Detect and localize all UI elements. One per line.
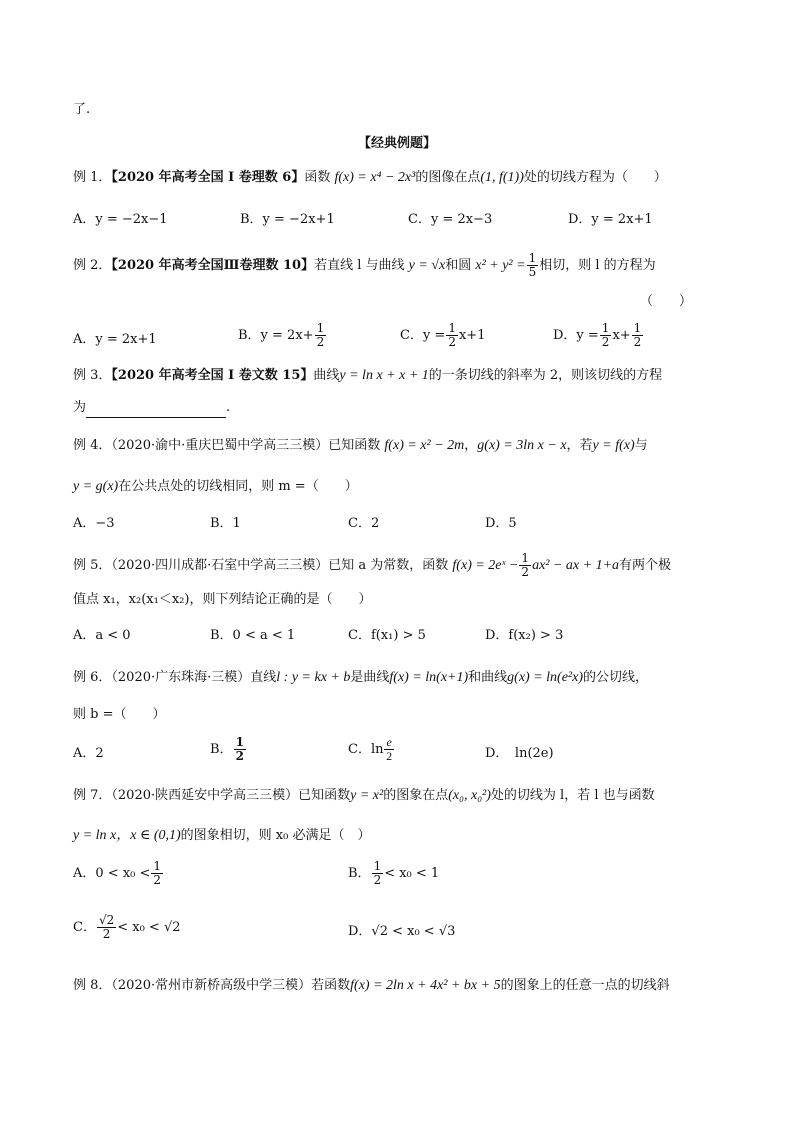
stem-text: 已知 a 为常数，函数 <box>328 558 449 573</box>
math-function-f: f(x) = ln(x+1) <box>389 670 469 685</box>
numerator: 1 <box>521 551 530 565</box>
example-7-stem <box>73 786 655 806</box>
example-4-stem <box>73 436 648 456</box>
example-source: 【2020 年高考全国 I 卷理数 6】 <box>111 170 305 185</box>
denominator: 2 <box>633 335 642 349</box>
example-source: （2020·常州市新桥高级中学三模） <box>111 978 312 993</box>
option-d: D．y = 2x+1 <box>568 212 653 227</box>
section-title: 【经典例题】 <box>357 136 436 151</box>
option-text: < x₀ < 1 <box>384 866 440 881</box>
example-label: 例 2． <box>73 258 112 273</box>
example-5-stem <box>73 552 671 579</box>
option-d <box>553 322 644 349</box>
continued-text: 了. <box>73 102 91 117</box>
numerator: 1 <box>373 859 382 873</box>
math-curve: y = ln x + x + 1 <box>339 368 429 383</box>
option-c <box>400 322 485 349</box>
option-text: D．y = <box>553 328 599 343</box>
option-c: C．y = 2x−3 <box>408 212 493 227</box>
example-label: 例 3． <box>73 368 112 383</box>
denominator: 2 <box>316 335 325 349</box>
math-point: (x₀, x₀²) <box>448 788 491 803</box>
example-label: 例 1． <box>73 170 112 185</box>
option-c <box>348 736 395 763</box>
stem-text: 处的切线方程为（ ） <box>523 170 667 185</box>
stem-text: 相切，则 l 的方程为 <box>539 258 656 273</box>
option-a <box>73 860 164 887</box>
numerator: √2 <box>98 913 115 927</box>
fraction <box>519 552 531 579</box>
example-source: （2020·四川成都·石室中学高三三模） <box>111 558 329 573</box>
option-text: B． <box>210 742 233 757</box>
numerator: 1 <box>235 735 244 749</box>
denominator: 2 <box>448 335 456 349</box>
math-curve: y = √x <box>408 258 446 273</box>
stem-text: 的图象在点 <box>383 788 449 803</box>
stem-text: ， <box>464 438 478 453</box>
option-d: D．5 <box>485 516 517 531</box>
stem-text: 的图象相切，则 x₀ 必满足（ ） <box>180 828 371 843</box>
example-7-line2 <box>73 826 370 846</box>
option-b: B．0 < a < 1 <box>210 628 296 643</box>
math-relation: y = g(x) <box>73 479 119 494</box>
math-circle: x² + y² = <box>475 258 526 273</box>
math-function-g: g(x) = 3ln x − x <box>477 438 567 453</box>
stem-text: 已知函数 <box>328 438 381 453</box>
denominator: 2 <box>102 927 111 941</box>
denominator: 5 <box>528 265 537 279</box>
example-3-answer-line <box>73 398 230 418</box>
stem-text: 和曲线 <box>468 670 508 685</box>
fraction <box>151 860 163 887</box>
example-source: 【2020 年高考全国Ⅲ卷理数 10】 <box>111 258 315 273</box>
stem-text: 的公切线， <box>582 670 648 685</box>
fraction <box>600 322 612 349</box>
denominator: 2 <box>521 565 530 579</box>
stem-text: 若函数 <box>311 978 351 993</box>
stem-text: 为 <box>73 400 87 415</box>
stem-text: 直线 <box>250 670 277 685</box>
example-4-line2 <box>73 477 358 497</box>
option-text: x+ <box>612 328 631 343</box>
math-function: f(x) = 2eˣ − <box>452 558 519 573</box>
numerator: 1 <box>316 321 325 335</box>
stem-text: 在公共点处的切线相同，则 m =（ ） <box>118 479 358 494</box>
fraction <box>315 322 327 349</box>
denominator: 2 <box>373 873 382 887</box>
stem-text: 是曲线 <box>350 670 390 685</box>
numerator: 1 <box>448 321 456 335</box>
math-function: f(x) = x⁴ − 2x³ <box>334 170 416 185</box>
option-text: B． <box>348 866 371 881</box>
math-function: ax² − ax + 1+a <box>532 558 620 573</box>
math-function: f(x) = 2ln x + 4x² + bx + 5 <box>350 978 501 993</box>
option-text: C．ln <box>348 742 384 757</box>
example-source: （2020·广东珠海·三模） <box>111 670 251 685</box>
fraction <box>632 322 644 349</box>
numerator: 1 <box>601 321 610 335</box>
option-text: C．y = <box>400 328 446 343</box>
option-text: B．y = 2x+ <box>238 328 314 343</box>
example-8-stem <box>73 976 670 996</box>
option-b: B．1 <box>210 516 241 531</box>
example-label: 例 8． <box>73 978 112 993</box>
example-source: 【2020 年高考全国 I 卷文数 15】 <box>111 368 314 383</box>
fraction <box>97 914 116 941</box>
option-b <box>238 322 327 349</box>
stem-text: 处的切线为 l，若 l 也与函数 <box>490 788 655 803</box>
stem-text: 已知函数 <box>298 788 351 803</box>
fraction <box>234 736 246 763</box>
option-a: A．2 <box>73 746 104 761</box>
numerator: e <box>386 735 392 749</box>
example-2-stem <box>73 252 656 279</box>
denominator: 2 <box>386 749 393 763</box>
math-function: y = x² <box>350 788 384 803</box>
fraction <box>527 252 539 279</box>
stem-text: . <box>226 400 231 415</box>
option-text: C． <box>73 920 96 935</box>
math-function-g: g(x) = ln(e²x) <box>507 670 583 685</box>
stem-text: 曲线 <box>313 368 340 383</box>
option-text: x+1 <box>458 328 486 343</box>
stem-text: 函数 <box>304 170 331 185</box>
option-a: A．y = 2x+1 <box>73 332 157 347</box>
example-3-stem <box>73 366 662 386</box>
example-label: 例 6． <box>73 670 112 685</box>
fraction <box>384 736 393 763</box>
example-6-stem <box>73 668 648 688</box>
stem-text: 的一条切线的斜率为 2，则该切线的方程 <box>428 368 663 383</box>
fraction <box>446 322 458 349</box>
stem-text: 的图像在点 <box>415 170 481 185</box>
stem-text: 的图象上的任意一点的切线斜 <box>500 978 670 993</box>
denominator: 2 <box>235 749 244 763</box>
denominator: 2 <box>601 335 610 349</box>
example-label: 例 7． <box>73 788 112 803</box>
option-d: D．f(x₂) > 3 <box>485 628 564 643</box>
math-point: (1, f(1)) <box>480 170 524 185</box>
stem-text: 和圆 <box>445 258 472 273</box>
denominator: 2 <box>153 873 162 887</box>
example-1-stem <box>73 168 667 188</box>
option-b <box>210 736 247 763</box>
answer-blank[interactable] <box>86 403 226 418</box>
option-a: A．y = −2x−1 <box>73 212 168 227</box>
stem-text: 若直线 l 与曲线 <box>314 258 405 273</box>
stem-text: 有两个极 <box>619 558 672 573</box>
math-function-f: f(x) = x² − 2m <box>384 438 465 453</box>
stem-text: ，若 <box>566 438 593 453</box>
example-6-line2: 则 b =（ ） <box>73 707 166 722</box>
option-c: C．f(x₁) > 5 <box>348 628 426 643</box>
example-5-line2: 值点 x₁，x₂(x₁＜x₂)，则下列结论正确的是（ ） <box>73 592 372 607</box>
numerator: 1 <box>153 859 162 873</box>
option-text: A．0 < x₀ < <box>73 866 151 881</box>
option-a: A．−3 <box>73 516 115 531</box>
option-d: D．√2 < x₀ < √3 <box>348 924 456 939</box>
option-a: A．a < 0 <box>73 628 131 643</box>
math-line: l : y = kx + b <box>276 670 351 685</box>
fraction <box>372 860 384 887</box>
option-b <box>348 860 439 887</box>
numerator: 1 <box>633 321 642 335</box>
answer-paren: （ ） <box>640 294 693 309</box>
option-text: < x₀ < √2 <box>117 920 181 935</box>
stem-text: 与 <box>634 438 648 453</box>
example-label: 例 5． <box>73 558 112 573</box>
math-function: y = ln x，x ∈ (0,1) <box>73 828 181 843</box>
example-source: （2020·渝中·重庆巴蜀中学高三三模） <box>111 438 329 453</box>
numerator: 1 <box>528 251 537 265</box>
option-d: D． ln(2e) <box>485 746 554 761</box>
option-c <box>73 914 181 941</box>
option-c: C．2 <box>348 516 380 531</box>
option-b: B．y = −2x+1 <box>240 212 335 227</box>
example-label: 例 4． <box>73 438 112 453</box>
math-relation: y = f(x) <box>592 438 635 453</box>
example-source: （2020·陕西延安中学高三三模） <box>111 788 299 803</box>
